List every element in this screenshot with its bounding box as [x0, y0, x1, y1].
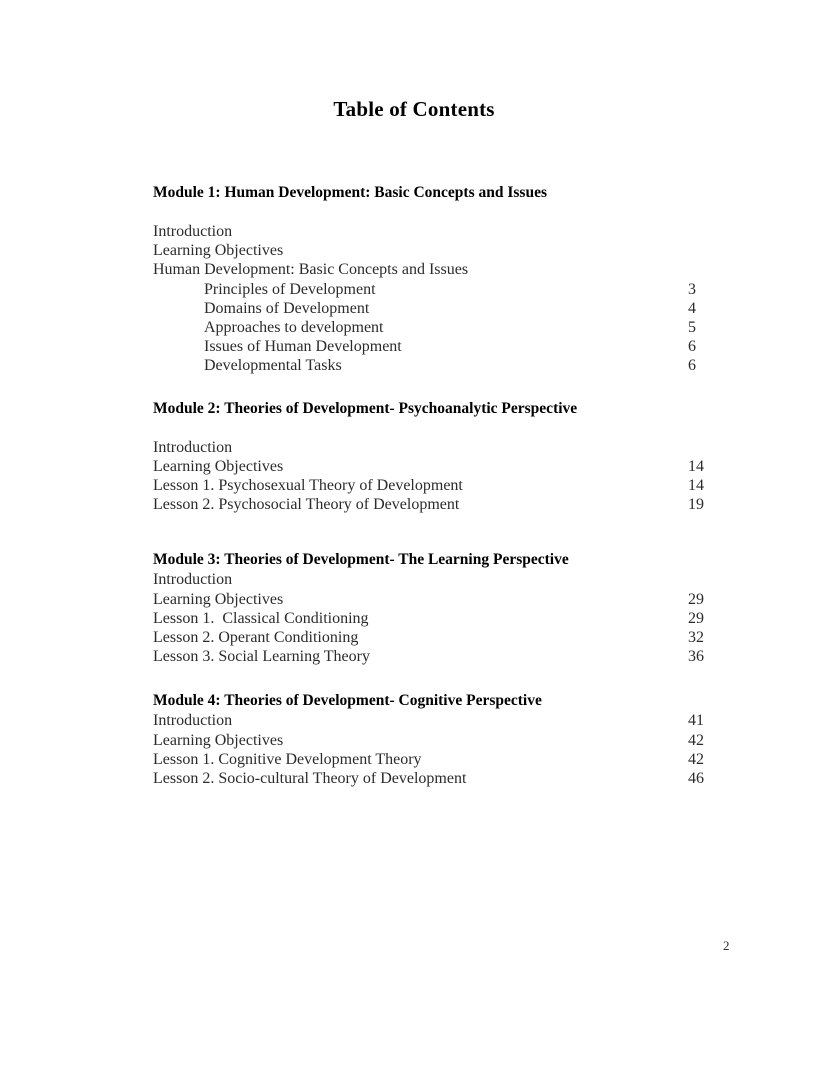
toc-entry[interactable] — [153, 260, 733, 279]
toc-entry-label: Learning Objectives — [153, 590, 284, 608]
toc-entry-page-number: 32 — [688, 629, 704, 647]
toc-entry-label: Introduction — [153, 438, 233, 456]
toc-entry[interactable] — [153, 476, 733, 495]
toc-entry-page-number: 14 — [688, 457, 704, 475]
toc-entry-page-number: 14 — [688, 477, 704, 495]
toc-entry-label: Principles of Development — [204, 280, 376, 298]
toc-entry-label: Lesson 2. Operant Conditioning — [153, 629, 359, 647]
toc-entry[interactable] — [153, 241, 733, 260]
toc-entry-label: Human Development: Basic Concepts and Issues — [153, 261, 469, 279]
module-heading: Module 2: Theories of Development- Psychoanalytic Perspective — [153, 399, 578, 417]
toc-entry[interactable] — [153, 438, 733, 457]
toc-entry[interactable] — [153, 609, 733, 628]
module-section — [153, 691, 733, 788]
module-section — [153, 183, 733, 376]
module-entry-list — [153, 570, 733, 666]
toc-entry-label: Domains of Development — [204, 299, 370, 317]
toc-entry-page-number: 6 — [688, 338, 696, 356]
module-entry-list — [153, 203, 733, 376]
module-section — [153, 550, 733, 666]
toc-entry[interactable] — [153, 457, 733, 476]
toc-entry-label: Developmental Tasks — [204, 357, 342, 375]
toc-entry-label: Lesson 1. Classical Conditioning — [153, 609, 369, 627]
module-entry-list — [153, 419, 733, 515]
toc-entry-page-number: 42 — [688, 731, 704, 749]
toc-entry[interactable] — [153, 590, 733, 609]
toc-entry-label: Lesson 2. Psychosocial Theory of Development — [153, 496, 460, 514]
toc-entry-label: Lesson 1. Psychosexual Theory of Development — [153, 477, 463, 495]
toc-entry-label: Lesson 2. Socio-cultural Theory of Development — [153, 770, 467, 788]
module-heading: Module 3: Theories of Development- The Learning Perspective — [153, 551, 569, 569]
toc-entry-label: Learning Objectives — [153, 731, 284, 749]
toc-entry-page-number: 19 — [688, 496, 704, 514]
toc-entry-page-number: 29 — [688, 609, 704, 627]
toc-entry-label: Introduction — [153, 571, 233, 589]
toc-entry[interactable] — [153, 356, 733, 375]
toc-entry-page-number: 46 — [688, 770, 704, 788]
toc-entry[interactable] — [153, 769, 733, 788]
toc-entry[interactable] — [153, 711, 733, 730]
toc-entry-page-number: 41 — [688, 712, 704, 730]
toc-entry[interactable] — [153, 628, 733, 647]
toc-entry[interactable] — [153, 731, 733, 750]
toc-entry[interactable] — [153, 495, 733, 514]
toc-entry[interactable] — [153, 280, 733, 299]
toc-entry-label: Introduction — [153, 712, 233, 730]
page-number: 2 — [723, 938, 730, 953]
toc-entry[interactable] — [153, 337, 733, 356]
module-section — [153, 399, 733, 515]
toc-entry-label: Learning Objectives — [153, 242, 284, 260]
module-heading: Module 4: Theories of Development- Cognitive Perspective — [153, 692, 542, 710]
toc-entry-label: Approaches to development — [204, 319, 384, 337]
toc-entry-page-number: 29 — [688, 590, 704, 608]
toc-entry-page-number: 42 — [688, 750, 704, 768]
toc-entry-page-number: 4 — [688, 299, 696, 317]
toc-entry-page-number: 6 — [688, 357, 696, 375]
toc-entry-page-number: 36 — [688, 648, 704, 666]
toc-entry[interactable] — [153, 299, 733, 318]
table-of-contents — [153, 183, 733, 788]
toc-entry-label: Lesson 3. Social Learning Theory — [153, 648, 370, 666]
toc-entry-page-number: 3 — [688, 280, 696, 298]
toc-entry[interactable] — [153, 647, 733, 666]
toc-entry-page-number: 5 — [688, 319, 696, 337]
toc-entry[interactable] — [153, 318, 733, 337]
module-entry-list — [153, 711, 733, 788]
toc-entry[interactable] — [153, 222, 733, 241]
toc-entry-label: Lesson 1. Cognitive Development Theory — [153, 750, 422, 768]
toc-entry[interactable] — [153, 750, 733, 769]
toc-entry-label: Issues of Human Development — [204, 338, 402, 356]
module-heading: Module 1: Human Development: Basic Concepts and Issues — [153, 184, 547, 201]
toc-entry-label: Introduction — [153, 223, 233, 240]
toc-entry[interactable] — [153, 570, 733, 589]
toc-entry-label: Learning Objectives — [153, 457, 284, 475]
page-title: Table of Contents — [333, 97, 495, 121]
